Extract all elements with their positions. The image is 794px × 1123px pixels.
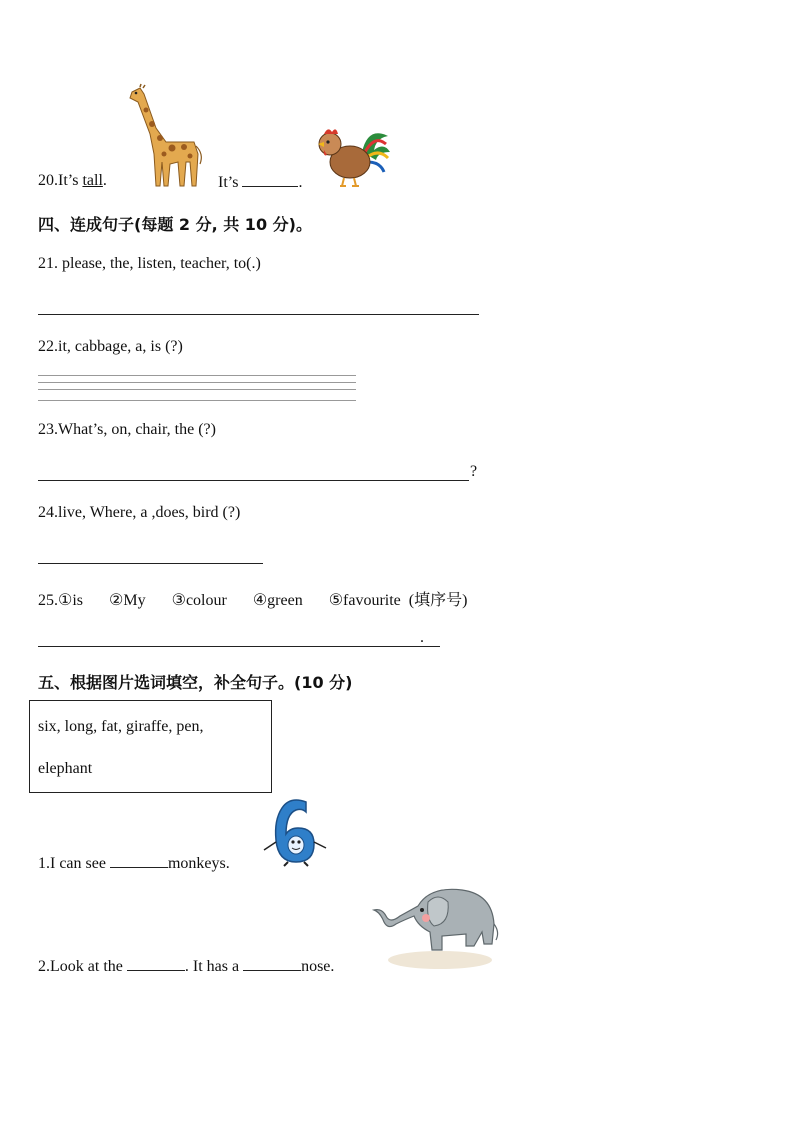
question-25 <box>38 587 467 610</box>
answer-line-22d[interactable] <box>38 400 356 401</box>
question-25-end: . <box>420 629 424 646</box>
answer-blank[interactable] <box>110 853 168 868</box>
answer-blank[interactable] <box>242 172 298 187</box>
q25-item-1: ①is <box>58 592 84 609</box>
q25-num: 25. <box>38 592 58 609</box>
number-six-image <box>260 796 330 868</box>
p2-text-b: . It has a <box>184 958 244 975</box>
question-23-end: ? <box>470 463 478 480</box>
answer-line-22c[interactable] <box>38 389 356 390</box>
q20-word: tall <box>82 172 103 189</box>
answer-line-23[interactable] <box>38 480 469 481</box>
answer-blank[interactable] <box>243 956 301 971</box>
q25-item-4: ④green <box>252 592 303 609</box>
answer-line-21[interactable] <box>38 314 479 315</box>
q25-item-3: ③colour <box>171 592 227 609</box>
q20-end: . <box>298 174 303 191</box>
q20-suffix: . <box>102 172 107 189</box>
q25-item-2: ②My <box>109 592 146 609</box>
answer-line-22a[interactable] <box>38 375 356 376</box>
word-bank-box <box>29 700 272 793</box>
answer-blank[interactable] <box>127 956 185 971</box>
answer-line-25[interactable] <box>38 646 440 647</box>
picture-question-1 <box>38 853 230 873</box>
q20-prefix: 20.It’s <box>38 172 83 189</box>
p1-text-b: monkeys. <box>167 855 230 872</box>
p2-text-a: 2.Look at the <box>38 958 127 975</box>
q25-note: (填序号) <box>408 592 468 609</box>
question-22: 22.it, cabbage, a, is (?) <box>38 338 183 355</box>
answer-line-22b[interactable] <box>38 382 356 383</box>
question-23: 23.What’s, on, chair, the (?) <box>38 421 216 438</box>
q25-item-5: ⑤favourite <box>328 592 401 609</box>
word-bank-line-1: six, long, fat, giraffe, pen, <box>38 718 204 735</box>
giraffe-image <box>126 84 206 187</box>
question-21: 21. please, the, listen, teacher, to(.) <box>38 255 261 272</box>
elephant-image <box>370 880 500 972</box>
question-20 <box>38 172 107 190</box>
p2-text-c: nose. <box>301 958 335 975</box>
q20-second-sentence <box>218 172 302 192</box>
picture-question-2 <box>38 956 334 976</box>
q20-second: It’s <box>218 174 239 191</box>
section-4-title: 四、连成句子(每题 2 分, 共 10 分)。 <box>38 215 312 234</box>
answer-line-24[interactable] <box>38 563 263 564</box>
section-5-title: 五、根据图片选词填空，补全句子。(10 分) <box>38 673 353 692</box>
rooster-image <box>314 122 392 188</box>
word-bank-line-2: elephant <box>38 760 93 777</box>
question-24: 24.live, Where, a ,does, bird (?) <box>38 504 241 521</box>
p1-text-a: 1.I can see <box>38 855 110 872</box>
